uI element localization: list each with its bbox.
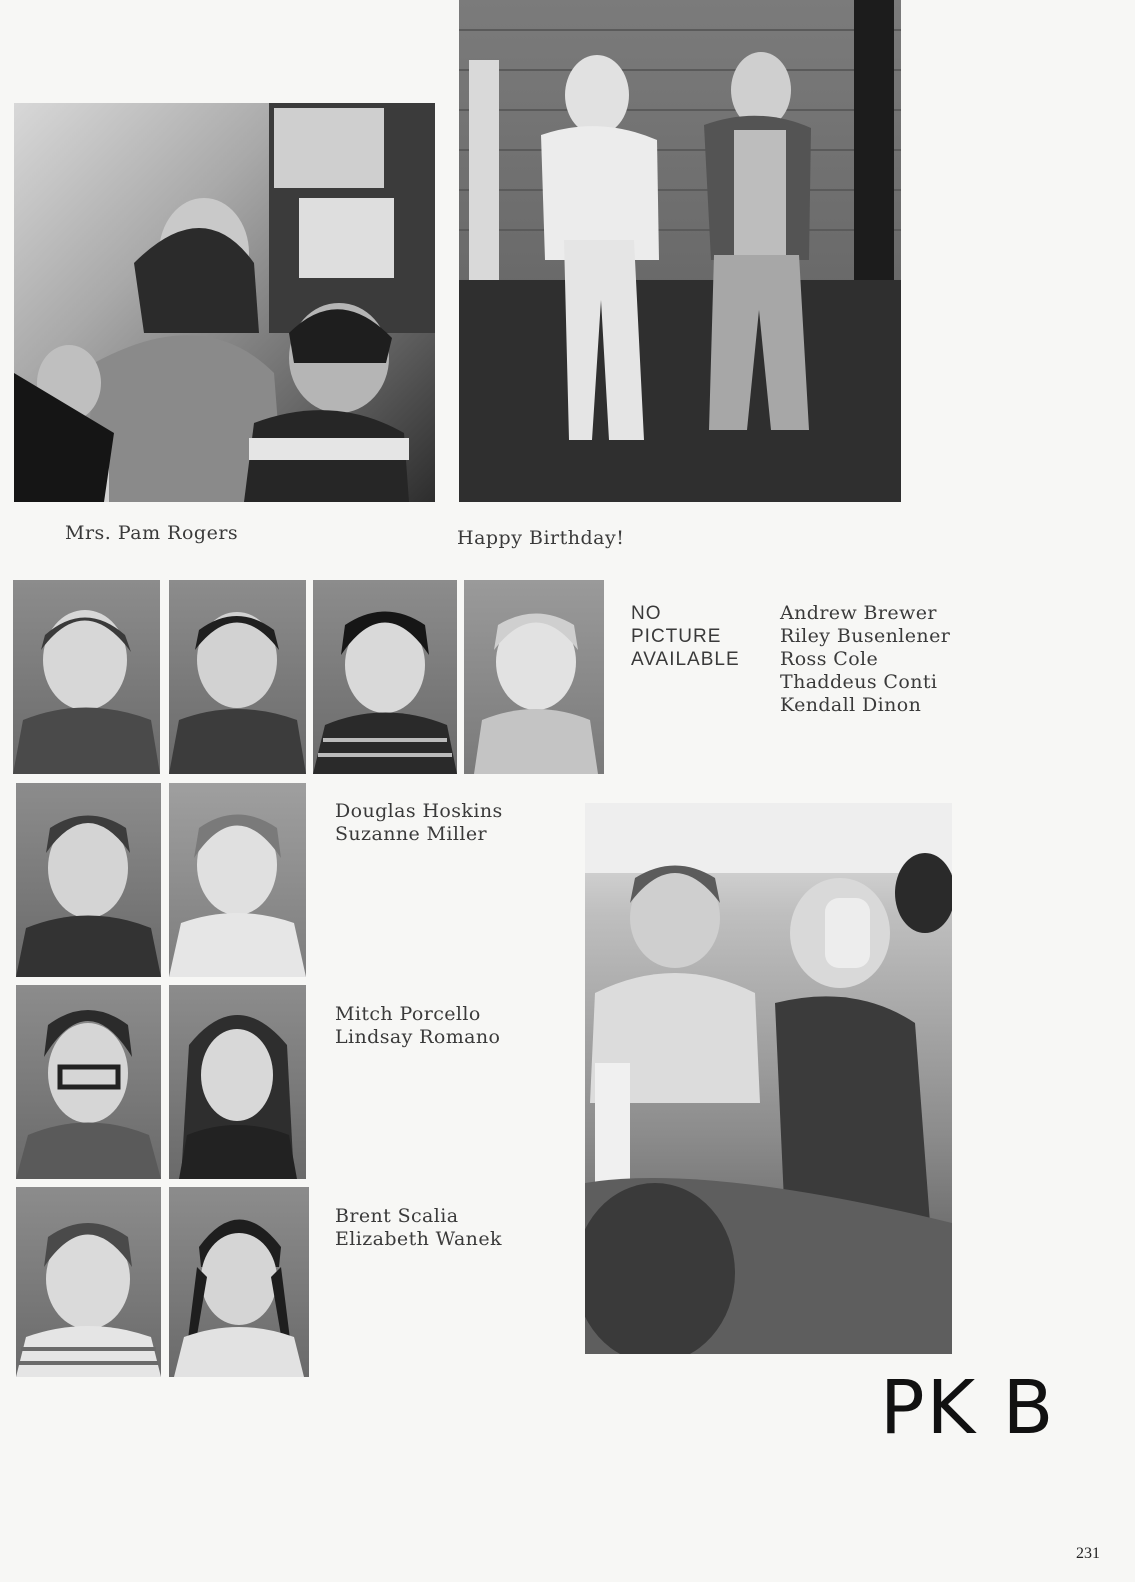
teacher-caption: Mrs. Pam Rogers — [65, 522, 239, 544]
student-portrait — [464, 580, 604, 774]
student-name: Ross Cole — [780, 648, 879, 670]
student-portrait — [313, 580, 457, 774]
student-name: Douglas Hoskins — [335, 800, 503, 822]
no-picture-line: AVAILABLE — [631, 649, 740, 670]
student-portrait — [169, 580, 306, 774]
teacher-photo — [14, 103, 435, 502]
page-number: 231 — [1076, 1545, 1100, 1562]
student-portrait — [16, 783, 161, 977]
student-portrait — [169, 1187, 309, 1377]
student-portrait — [13, 580, 160, 774]
student-portrait — [16, 985, 161, 1179]
no-picture-line: NO — [631, 603, 662, 624]
name-list — [780, 602, 950, 717]
name-list — [335, 1205, 502, 1251]
birthday-photo — [459, 0, 901, 502]
name-list — [335, 1003, 500, 1049]
headphones-photo — [585, 803, 952, 1354]
student-portrait — [169, 783, 306, 977]
student-name: Riley Busenlener — [780, 625, 951, 647]
student-portrait — [169, 985, 306, 1179]
student-portrait — [16, 1187, 161, 1377]
student-name: Brent Scalia — [335, 1205, 459, 1227]
student-name: Thaddeus Conti — [780, 671, 938, 693]
student-name: Mitch Porcello — [335, 1003, 481, 1025]
student-name: Elizabeth Wanek — [335, 1228, 502, 1250]
no-picture-line: PICTURE — [631, 626, 722, 647]
student-name: Andrew Brewer — [780, 602, 937, 624]
student-name: Lindsay Romano — [335, 1026, 501, 1048]
student-name: Kendall Dinon — [780, 694, 922, 716]
student-name: Suzanne Miller — [335, 823, 487, 845]
name-list — [335, 800, 503, 846]
no-picture-label — [631, 602, 740, 671]
section-label: PK B — [880, 1365, 1056, 1451]
birthday-caption: Happy Birthday! — [457, 527, 625, 549]
